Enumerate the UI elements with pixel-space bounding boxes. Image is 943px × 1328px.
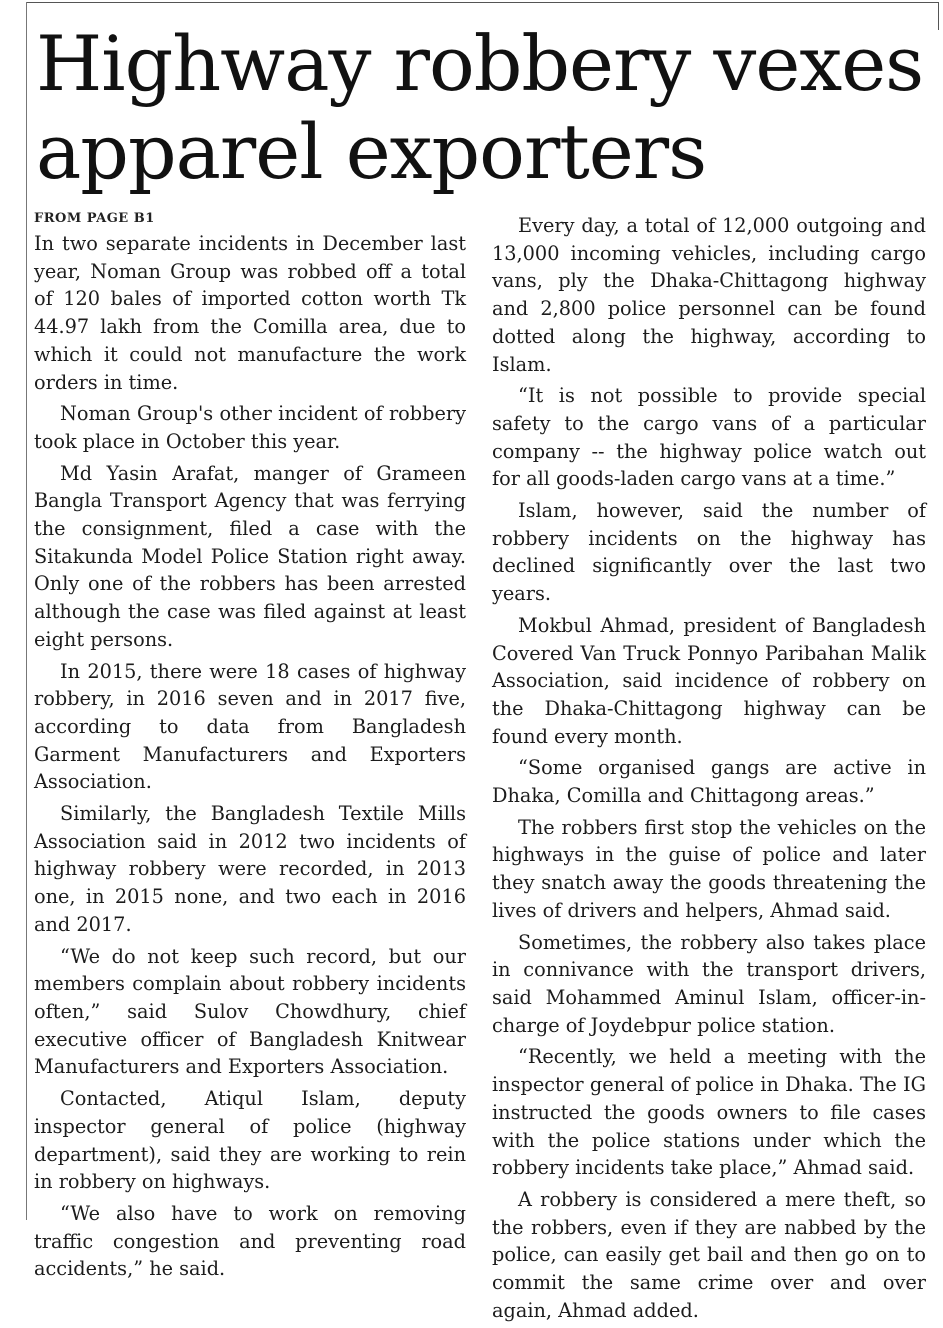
dateline: FROM PAGE B1 — [34, 211, 155, 226]
paragraph: In 2015, there were 18 cases of highway robbery, in 2016 seven and in 2017 five, according to data from Bangladesh Garment Manufacturers and Exporters Association. — [34, 659, 466, 794]
paragraph: “We also have to work on removing traffic congestion and preventing road accidents,” he said. — [34, 1201, 466, 1281]
left-column — [34, 208, 466, 1287]
paragraph: “Some organised gangs are active in Dhaka, Comilla and Chittagong areas.” — [492, 756, 926, 808]
paragraph: “We do not keep such record, but our members complain about robbery incidents often,” said Sulov Chowdhury, chief executive officer of Bangladesh Knitwear Manufacturers and Exporters Association. — [34, 944, 466, 1079]
article-headline: Highway robbery vexes apparel exporters — [36, 19, 924, 196]
paragraph: Every day, a total of 12,000 outgoing and 13,000 incoming vehicles, including cargo vans, ply the Dhaka-Chittagong highway and 2,800 police personnel can be found dotted along the highway, according to Islam. — [492, 214, 926, 376]
paragraph: In two separate incidents in December last year, Noman Group was robbed off a total of 120 bales of imported cotton worth Tk 44.97 lakh from the Comilla area, due to which it could not manufacture the work orders in time. — [34, 232, 466, 394]
right-border-rule — [938, 2, 939, 30]
left-border-rule — [26, 2, 27, 1220]
paragraph: Mokbul Ahmad, president of Bangladesh Covered Van Truck Ponnyo Paribahan Malik Association, said incidence of robbery on the Dhaka-Chittagong highway can be found every month. — [492, 613, 926, 748]
paragraph: Similarly, the Bangladesh Textile Mills Association said in 2012 two incidents of highway robbery were recorded, in 2013 one, in 2015 none, and two each in 2016 and 2017. — [34, 802, 466, 936]
paragraph: “Recently, we held a meeting with the inspector general of police in Dhaka. The IG instructed the goods owners to file cases with the police stations under which the robbery incidents take place,” Ahmad said. — [492, 1045, 926, 1180]
paragraph: Md Yasin Arafat, manger of Grameen Bangla Transport Agency that was ferrying the consignment, filed a case with the Sitakunda Model Police Station right away. Only one of the robbers has been arrested although the case was filed against at least eight persons. — [34, 461, 466, 651]
paragraph: Islam, however, said the number of robbery incidents on the highway has declined significantly over the last two years. — [492, 499, 926, 606]
paragraph: Sometimes, the robbery also takes place in connivance with the transport drivers, said Mohammed Aminul Islam, officer-in-charge of Joydebpur police station. — [492, 930, 926, 1037]
paragraph: Noman Group's other incident of robbery took place in October this year. — [34, 402, 466, 453]
paragraph: A robbery is considered a mere theft, so the robbers, even if they are nabbed by the police, can easily get bail and then go on to commit the same crime over and over again, Ahmad added. — [492, 1187, 926, 1322]
top-border-rule — [26, 2, 939, 3]
paragraph: “It is not possible to provide special safety to the cargo vans of a particular company -- the highway police watch out for all goods-laden cargo vans at a time.” — [492, 384, 926, 491]
paragraph: The robbers first stop the vehicles on the highways in the guise of police and later they snatch away the goods threatening the lives of drivers and helpers, Ahmad said. — [492, 815, 926, 922]
right-column — [492, 212, 926, 1328]
paragraph: Contacted, Atiqul Islam, deputy inspector general of police (highway department), said they are working to rein in robbery on highways. — [34, 1087, 466, 1194]
